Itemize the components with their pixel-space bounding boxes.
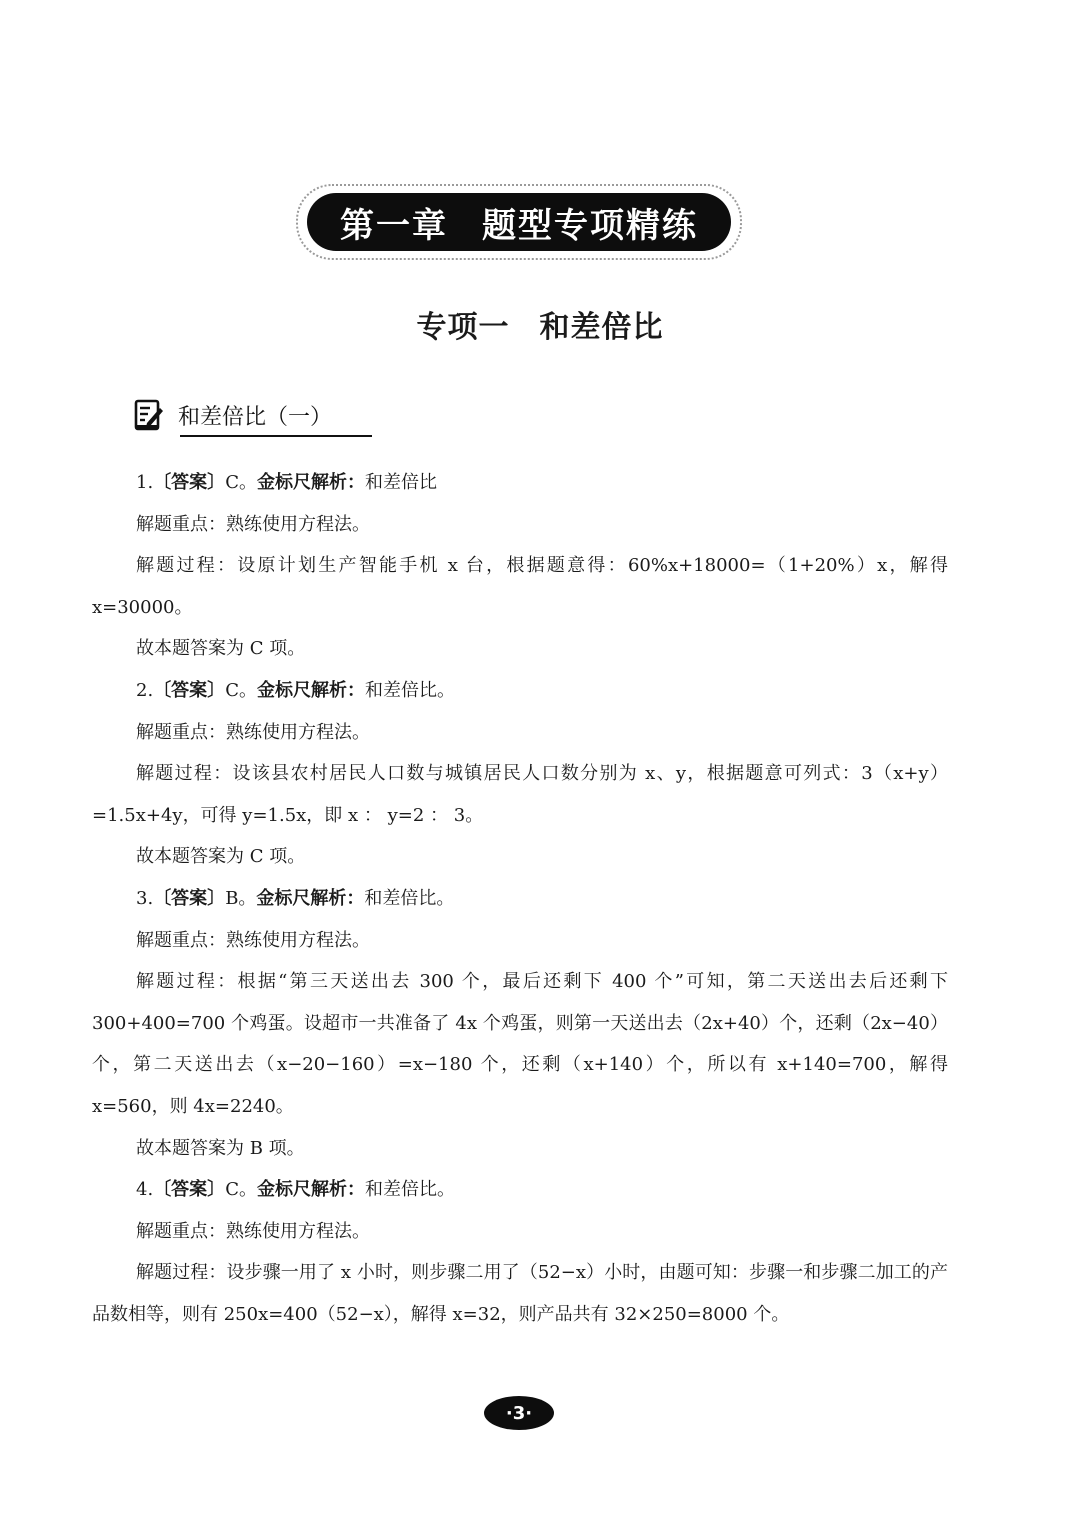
answer-value: C。: [225, 679, 257, 701]
answer-tag: 〔答案〕: [153, 472, 226, 493]
answer-line: 4.〔答案〕C。金标尺解析：和差倍比。: [136, 1179, 455, 1201]
solution-process: 解题过程：根据“第三天送出去 300 个，最后还剩下 400 个”可知，第二天送出去后还剩下 300+400=700 个鸡蛋。设超市一共准备了 4x 个鸡蛋，则第一天送出去（2x+40）个，还剩（2x−40）个，第二天送出去（x−20−160）=x−180 个，还剩（x+140）个，所以有 x+140=700，解得 x=560，则 4x=2240。: [92, 971, 948, 1117]
chapter-banner: [307, 193, 731, 251]
answer-line: 1.〔答案〕C。金标尺解析：和差倍比: [136, 472, 437, 493]
chapter-number: 第一章: [340, 205, 448, 246]
analysis-text: 和差倍比。: [364, 1179, 455, 1201]
analysis-label: 金标尺解析：: [256, 887, 365, 909]
answer-tag: 〔答案〕: [153, 1179, 226, 1201]
section-name: 和差倍比: [539, 310, 664, 345]
analysis-label: 金标尺解析：: [256, 472, 365, 493]
subsection-heading: [134, 398, 332, 432]
section-title: [0, 302, 1080, 346]
solution-process: 解题过程：设该县农村居民人口数与城镇居民人口数分别为 x、y，根据题意可列式：3（x+y）=1.5x+4y，可得 y=1.5x，即 x ： y=2 ： 3。: [92, 763, 948, 826]
chapter-title: 题型专项精练: [482, 205, 698, 246]
answer-value: C。: [225, 1179, 257, 1201]
solution-process: 解题过程：设步骤一用了 x 小时，则步骤二用了（52−x）小时，由题可知：步骤一和步骤二加工的产品数相等，则有 250x=400（52−x），解得 x=32，则产品共有 32×250=8000 个。: [92, 1262, 948, 1325]
analysis-text: 和差倍比。: [364, 679, 455, 701]
answer-tag: 〔答案〕: [153, 679, 226, 701]
key-point: 解题重点：熟练使用方程法。: [136, 721, 370, 743]
analysis-label: 金标尺解析：: [256, 1179, 365, 1201]
chapter-banner-frame: [296, 184, 742, 260]
solution-process: 解题过程：设原计划生产智能手机 x 台，根据题意得：60%x+18000=（1+20%）x，解得 x=30000。: [92, 555, 948, 618]
section-number: 专项一: [416, 310, 510, 345]
subsection-title: 和差倍比（一）: [178, 404, 333, 430]
conclusion: 故本题答案为 C 项。: [136, 638, 306, 660]
key-point: 解题重点：熟练使用方程法。: [136, 929, 370, 951]
note-edit-icon: [134, 398, 164, 432]
answer-line: 3.〔答案〕B。金标尺解析：和差倍比。: [136, 887, 455, 909]
answer-list: [92, 462, 948, 1335]
conclusion: 故本题答案为 C 项。: [136, 846, 306, 868]
subsection-underline: [180, 435, 372, 437]
answer-tag: 〔答案〕: [153, 887, 226, 909]
analysis-text: 和差倍比: [364, 472, 437, 493]
page-number: ·3·: [484, 1396, 554, 1430]
answer-value: C。: [225, 472, 257, 493]
answer-value: B。: [225, 887, 257, 909]
analysis-text: 和差倍比。: [364, 887, 455, 909]
key-point: 解题重点：熟练使用方程法。: [136, 1220, 370, 1242]
analysis-label: 金标尺解析：: [256, 679, 365, 701]
conclusion: 故本题答案为 B 项。: [136, 1137, 305, 1159]
key-point: 解题重点：熟练使用方程法。: [136, 513, 370, 535]
answer-line: 2.〔答案〕C。金标尺解析：和差倍比。: [136, 679, 455, 701]
